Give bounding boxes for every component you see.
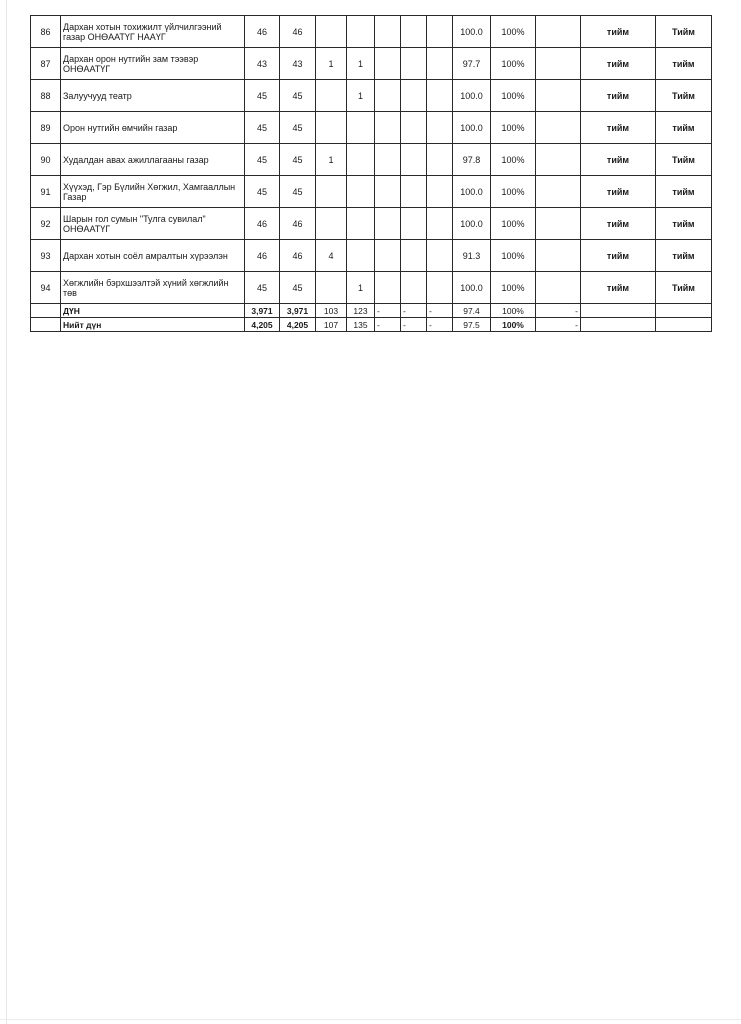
- count-1: 46: [245, 16, 280, 48]
- empty-cell: [427, 272, 453, 304]
- total-dash: -: [427, 318, 453, 332]
- empty-cell: [536, 112, 581, 144]
- table-row: [31, 176, 712, 208]
- empty-cell: [401, 272, 427, 304]
- table-body: [31, 16, 712, 332]
- subtotal-count-2: 3,971: [280, 304, 316, 318]
- total-count-1: 4,205: [245, 318, 280, 332]
- empty-cell: [427, 80, 453, 112]
- total-dash: -: [375, 318, 401, 332]
- empty-cell: [656, 304, 712, 318]
- empty-cell: [375, 272, 401, 304]
- score: 100.0: [453, 16, 491, 48]
- row-number: 88: [31, 80, 61, 112]
- total-dash: -: [536, 318, 581, 332]
- empty-cell: [375, 208, 401, 240]
- total-dash: -: [401, 318, 427, 332]
- empty-cell: [401, 240, 427, 272]
- subtotal-dash: -: [536, 304, 581, 318]
- empty-cell: [581, 318, 656, 332]
- yes-flag-2: тийм: [656, 112, 712, 144]
- empty-cell: [536, 240, 581, 272]
- table-row: [31, 16, 712, 48]
- count-1: 45: [245, 112, 280, 144]
- count-2: 45: [280, 144, 316, 176]
- count-4: [347, 208, 375, 240]
- subtotal-percent: 100%: [491, 304, 536, 318]
- organization-name: Худалдан авах ажиллагааны газар: [61, 144, 245, 176]
- empty-cell: [401, 48, 427, 80]
- yes-flag-2: тийм: [656, 48, 712, 80]
- count-3: [316, 112, 347, 144]
- count-4: [347, 144, 375, 176]
- percent: 100%: [491, 80, 536, 112]
- table-row: [31, 48, 712, 80]
- total-count-2: 4,205: [280, 318, 316, 332]
- organization-name: Дархан хотын тохижилт үйлчилгээний газар ОНӨААТҮГ НААҮГ: [61, 16, 245, 48]
- count-2: 45: [280, 112, 316, 144]
- table-row: [31, 80, 712, 112]
- empty-cell: [401, 80, 427, 112]
- yes-flag-1: тийм: [581, 80, 656, 112]
- empty-cell: [427, 208, 453, 240]
- score: 100.0: [453, 272, 491, 304]
- count-3: [316, 208, 347, 240]
- table-row: [31, 240, 712, 272]
- empty-cell: [375, 112, 401, 144]
- empty-cell: [31, 318, 61, 332]
- organization-name: Орон нутгийн өмчийн газар: [61, 112, 245, 144]
- empty-cell: [581, 304, 656, 318]
- empty-cell: [375, 48, 401, 80]
- yes-flag-1: тийм: [581, 208, 656, 240]
- count-3: [316, 272, 347, 304]
- row-number: 86: [31, 16, 61, 48]
- organization-name: Хөгжлийн бэрхшээлтэй хүний хөгжлийн төв: [61, 272, 245, 304]
- count-2: 46: [280, 16, 316, 48]
- count-2: 46: [280, 208, 316, 240]
- count-3: [316, 16, 347, 48]
- count-1: 45: [245, 80, 280, 112]
- subtotal-dash: -: [427, 304, 453, 318]
- yes-flag-2: Тийм: [656, 80, 712, 112]
- empty-cell: [401, 16, 427, 48]
- yes-flag-2: Тийм: [656, 144, 712, 176]
- subtotal-score: 97.4: [453, 304, 491, 318]
- empty-cell: [427, 240, 453, 272]
- subtotal-dash: -: [375, 304, 401, 318]
- count-1: 46: [245, 208, 280, 240]
- subtotal-row: [31, 304, 712, 318]
- empty-cell: [401, 144, 427, 176]
- table-row: [31, 272, 712, 304]
- count-1: 45: [245, 272, 280, 304]
- yes-flag-2: Тийм: [656, 16, 712, 48]
- yes-flag-2: Тийм: [656, 272, 712, 304]
- score: 100.0: [453, 80, 491, 112]
- count-2: 46: [280, 240, 316, 272]
- count-4: [347, 240, 375, 272]
- organization-name: Дархан орон нутгийн зам тээвэр ОНӨААТҮГ: [61, 48, 245, 80]
- yes-flag-2: тийм: [656, 240, 712, 272]
- empty-cell: [375, 176, 401, 208]
- percent: 100%: [491, 144, 536, 176]
- score: 100.0: [453, 176, 491, 208]
- row-number: 90: [31, 144, 61, 176]
- percent: 100%: [491, 272, 536, 304]
- empty-cell: [401, 112, 427, 144]
- yes-flag-1: тийм: [581, 144, 656, 176]
- empty-cell: [536, 144, 581, 176]
- subtotal-dash: -: [401, 304, 427, 318]
- subtotal-label: ДҮН: [61, 304, 245, 318]
- count-3: [316, 80, 347, 112]
- row-number: 92: [31, 208, 61, 240]
- row-number: 87: [31, 48, 61, 80]
- count-3: 1: [316, 48, 347, 80]
- table-row: [31, 112, 712, 144]
- count-4: [347, 176, 375, 208]
- empty-cell: [536, 272, 581, 304]
- scan-edge: [0, 1019, 741, 1020]
- yes-flag-1: тийм: [581, 272, 656, 304]
- empty-cell: [427, 16, 453, 48]
- percent: 100%: [491, 208, 536, 240]
- count-4: 1: [347, 272, 375, 304]
- yes-flag-2: тийм: [656, 208, 712, 240]
- empty-cell: [31, 304, 61, 318]
- empty-cell: [401, 208, 427, 240]
- total-count-3: 107: [316, 318, 347, 332]
- total-percent: 100%: [491, 318, 536, 332]
- empty-cell: [536, 48, 581, 80]
- empty-cell: [401, 176, 427, 208]
- count-4: 1: [347, 48, 375, 80]
- empty-cell: [375, 16, 401, 48]
- total-row: [31, 318, 712, 332]
- empty-cell: [375, 80, 401, 112]
- empty-cell: [375, 144, 401, 176]
- empty-cell: [427, 176, 453, 208]
- yes-flag-1: тийм: [581, 240, 656, 272]
- yes-flag-1: тийм: [581, 48, 656, 80]
- score: 100.0: [453, 112, 491, 144]
- empty-cell: [427, 112, 453, 144]
- results-table: [30, 15, 712, 332]
- count-4: [347, 112, 375, 144]
- table-row: [31, 208, 712, 240]
- score: 97.8: [453, 144, 491, 176]
- empty-cell: [536, 176, 581, 208]
- scan-edge: [6, 0, 7, 1024]
- subtotal-count-3: 103: [316, 304, 347, 318]
- row-number: 89: [31, 112, 61, 144]
- yes-flag-1: тийм: [581, 16, 656, 48]
- percent: 100%: [491, 48, 536, 80]
- score: 97.7: [453, 48, 491, 80]
- empty-cell: [427, 144, 453, 176]
- row-number: 94: [31, 272, 61, 304]
- organization-name: Дархан хотын соёл амралтын хүрээлэн: [61, 240, 245, 272]
- organization-name: Хүүхэд, Гэр Бүлийн Хөгжил, Хамгааллын Газар: [61, 176, 245, 208]
- empty-cell: [536, 80, 581, 112]
- yes-flag-1: тийм: [581, 112, 656, 144]
- percent: 100%: [491, 176, 536, 208]
- percent: 100%: [491, 240, 536, 272]
- yes-flag-2: тийм: [656, 176, 712, 208]
- yes-flag-1: тийм: [581, 176, 656, 208]
- subtotal-count-4: 123: [347, 304, 375, 318]
- count-3: 1: [316, 144, 347, 176]
- count-4: [347, 16, 375, 48]
- row-number: 93: [31, 240, 61, 272]
- table-row: [31, 144, 712, 176]
- empty-cell: [427, 48, 453, 80]
- total-count-4: 135: [347, 318, 375, 332]
- empty-cell: [375, 240, 401, 272]
- score: 100.0: [453, 208, 491, 240]
- organization-name: Залуучууд театр: [61, 80, 245, 112]
- row-number: 91: [31, 176, 61, 208]
- count-3: 4: [316, 240, 347, 272]
- count-2: 45: [280, 272, 316, 304]
- count-1: 45: [245, 144, 280, 176]
- count-2: 45: [280, 80, 316, 112]
- empty-cell: [656, 318, 712, 332]
- empty-cell: [536, 16, 581, 48]
- score: 91.3: [453, 240, 491, 272]
- subtotal-count-1: 3,971: [245, 304, 280, 318]
- count-2: 45: [280, 176, 316, 208]
- empty-cell: [536, 208, 581, 240]
- total-score: 97.5: [453, 318, 491, 332]
- percent: 100%: [491, 112, 536, 144]
- count-3: [316, 176, 347, 208]
- count-1: 45: [245, 176, 280, 208]
- count-1: 43: [245, 48, 280, 80]
- organization-name: Шарын гол сумын "Тулга сувилал" ОНӨААТҮГ: [61, 208, 245, 240]
- count-2: 43: [280, 48, 316, 80]
- percent: 100%: [491, 16, 536, 48]
- count-1: 46: [245, 240, 280, 272]
- total-label: Нийт дүн: [61, 318, 245, 332]
- count-4: 1: [347, 80, 375, 112]
